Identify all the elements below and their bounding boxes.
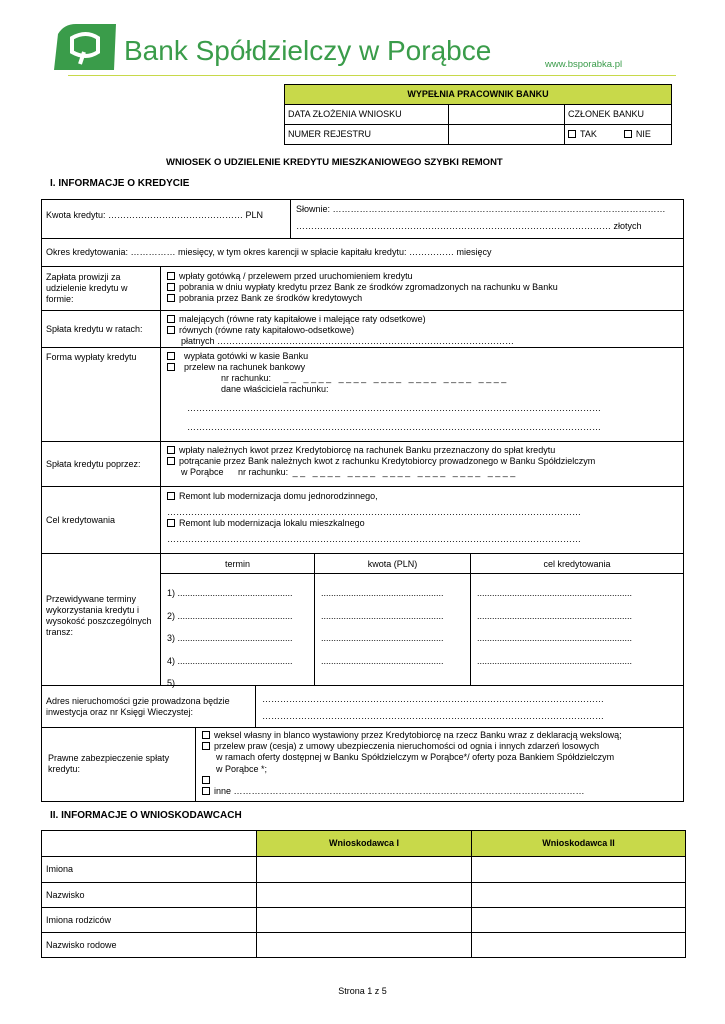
schedule-term-column[interactable] bbox=[160, 573, 315, 686]
member-yes-label: TAK bbox=[580, 129, 597, 139]
repay-option-2: równych (równe raty kapitałowo-odsetkowe) bbox=[179, 325, 355, 335]
amount-cell[interactable] bbox=[41, 199, 291, 239]
row-label-parents-names: Imiona rodziców bbox=[42, 908, 257, 933]
repay-by-option-2-checkbox[interactable] bbox=[167, 457, 175, 465]
payout-options bbox=[160, 347, 684, 442]
applicant-1-parents-names[interactable] bbox=[257, 908, 472, 933]
repay-payable: płatnych ……………………………………………………………………………………… bbox=[181, 336, 515, 346]
schedule-label: Przewidywane terminy wykorzystania kredytu i wysokość poszczególnych transz: bbox=[41, 553, 161, 686]
applicant-1-surname[interactable] bbox=[257, 883, 472, 908]
security-option-2-branch: w Porąbce *; bbox=[216, 763, 268, 774]
register-field[interactable] bbox=[449, 125, 565, 145]
applicants-table bbox=[41, 830, 686, 958]
schedule-header-term: termin bbox=[160, 553, 315, 574]
security-option-1-checkbox[interactable] bbox=[202, 731, 210, 739]
security-option-2-continued: w ramach oferty dostępnej w Banku Spółdzielczym w Porąbce*/ oferty poza Bankiem Spółdzielczym bbox=[216, 752, 615, 763]
account-number-field[interactable]: _ _ _ _ _ _ _ _ _ _ _ _ _ _ _ _ _ _ _ _ _ _ _ _ _ _ bbox=[283, 373, 507, 383]
fee-options bbox=[160, 266, 684, 311]
applicant-2-parents-names[interactable] bbox=[472, 908, 686, 933]
purpose-label: Cel kredytowania bbox=[41, 486, 161, 554]
security-option-1: weksel własny in blanco wystawiony przez Kredytobiorcę na rzecz Banku wraz z deklaracją wekslową; bbox=[214, 730, 622, 740]
repay-option-2-checkbox[interactable] bbox=[167, 326, 175, 334]
schedule-purpose-4[interactable]: .............................................................. bbox=[477, 655, 633, 666]
repay-by-branch: w Porąbce bbox=[181, 467, 224, 477]
repay-by-account-field[interactable]: _ _ _ _ _ _ _ _ _ _ _ _ _ _ _ _ _ _ _ _ _ _ _ _ _ _ bbox=[292, 467, 516, 477]
schedule-amount-4[interactable]: ................................................. bbox=[321, 655, 444, 666]
repay-by-option-2: potrącanie przez Bank należnych kwot z rachunku Kredytobiorcy prowadzonego w Banku Spółdzielczym bbox=[179, 456, 596, 466]
schedule-purpose-3[interactable]: .............................................................. bbox=[477, 633, 633, 643]
schedule-purpose-1[interactable]: .............................................................. bbox=[477, 588, 633, 598]
row-label-maiden-name: Nazwisko rodowe bbox=[42, 933, 257, 958]
purpose-options bbox=[160, 486, 684, 554]
period-text: Okres kredytowania: …………… miesięcy, w tym okres karencji w spłacie kapitału kredytu: …………… miesięcy bbox=[46, 247, 492, 257]
amount-words-cell[interactable] bbox=[290, 199, 684, 239]
purpose-option-1-checkbox[interactable] bbox=[167, 492, 175, 500]
date-field[interactable] bbox=[449, 105, 565, 125]
account-owner-label: dane właściciela rachunku: bbox=[221, 384, 329, 394]
address-field[interactable] bbox=[255, 685, 684, 728]
bank-name: Bank Spółdzielczy w Porąbce bbox=[124, 35, 492, 66]
repay-by-option-1: wpłaty należnych kwot przez Kredytobiorcę na rachunek Banku przeznaczony do spłat kredytu bbox=[179, 445, 556, 455]
security-label: Prawne zabezpieczenie spłaty kredytu: bbox=[41, 727, 196, 802]
form-title: WNIOSEK O UDZIELENIE KREDYTU MIESZKANIOWEGO SZYBKI REMONT bbox=[166, 157, 503, 168]
applicant-1-maiden-name[interactable] bbox=[257, 933, 472, 958]
security-other: inne ……………………………………………………………………………………………………… bbox=[214, 786, 585, 797]
fee-option-3: pobrania przez Bank ze środków kredytowych bbox=[179, 293, 363, 303]
applicant-2-header: Wnioskodawca II bbox=[472, 831, 686, 857]
member-no-checkbox[interactable] bbox=[624, 130, 632, 138]
section2-title: II. INFORMACJE O WNIOSKODAWCACH bbox=[50, 810, 242, 821]
purpose-option-1: Remont lub modernizacja domu jednorodzinnego, bbox=[179, 491, 378, 501]
schedule-amount-2[interactable]: ................................................. bbox=[321, 610, 444, 621]
security-option-3-checkbox[interactable] bbox=[202, 776, 210, 784]
schedule-term-4[interactable]: 4) .............................................. bbox=[167, 655, 293, 666]
page-number: Strona 1 z 5 bbox=[338, 986, 387, 996]
payout-option-2: przelew na rachunek bankowy bbox=[184, 362, 306, 372]
purpose-option-2-checkbox[interactable] bbox=[167, 519, 175, 527]
repay-option-1: malejących (równe raty kapitałowe i malejące raty odsetkowe) bbox=[179, 314, 426, 324]
schedule-amount-5[interactable]: ................................................. bbox=[321, 678, 444, 688]
bank-logo bbox=[54, 24, 118, 70]
register-label: NUMER REJESTRU bbox=[285, 125, 449, 145]
address-label: Adres nieruchomości gzie prowadzona będzie inwestycja oraz nr Księgi Wieczystej: bbox=[41, 685, 256, 728]
date-label: DATA ZŁOŻENIA WNIOSKU bbox=[285, 105, 449, 125]
applicant-1-first-names[interactable] bbox=[257, 857, 472, 883]
row-label-first-names: Imiona bbox=[42, 857, 257, 883]
schedule-header-purpose: cel kredytowania bbox=[470, 553, 684, 574]
account-owner-line-1[interactable]: ………………………………………………………………………………………………………………………… bbox=[187, 403, 601, 413]
amount-words-label: Słownie: ………………………………………………………………………………………………… bbox=[296, 204, 666, 214]
member-label: CZŁONEK BANKU bbox=[565, 105, 672, 125]
applicant-2-first-names[interactable] bbox=[472, 857, 686, 883]
applicant-2-maiden-name[interactable] bbox=[472, 933, 686, 958]
security-option-2-checkbox[interactable] bbox=[202, 742, 210, 750]
row-label-surname: Nazwisko bbox=[42, 883, 257, 908]
fee-option-3-checkbox[interactable] bbox=[167, 294, 175, 302]
repay-by-account-label: nr rachunku: bbox=[238, 467, 289, 477]
fee-label: Zapłata prowizji za udzielenie kredytu w formie: bbox=[41, 266, 161, 311]
schedule-purpose-column[interactable] bbox=[470, 573, 684, 686]
repay-option-1-checkbox[interactable] bbox=[167, 315, 175, 323]
bank-use-table bbox=[284, 84, 672, 145]
schedule-amount-3[interactable]: ................................................. bbox=[321, 633, 444, 643]
security-options bbox=[195, 727, 684, 802]
fee-option-2: pobrania w dniu wypłaty kredytu przez Bank ze środków zgromadzonych na rachunku w Banku bbox=[179, 282, 558, 292]
fee-option-2-checkbox[interactable] bbox=[167, 283, 175, 291]
account-number-label: nr rachunku: bbox=[221, 373, 272, 383]
repay-by-label: Spłata kredytu poprzez: bbox=[41, 441, 161, 487]
schedule-header-amount: kwota (PLN) bbox=[314, 553, 471, 574]
amount-words-line: …………………………………………………………………………………………… złotych bbox=[296, 221, 642, 231]
schedule-amount-1[interactable]: ................................................. bbox=[321, 588, 444, 598]
bank-use-title: WYPEŁNIA PRACOWNIK BANKU bbox=[285, 85, 672, 105]
account-owner-line-2[interactable]: ………………………………………………………………………………………………………………………… bbox=[187, 422, 601, 432]
purpose-line-1[interactable]: ………………………………………………………………………………………………………………………… bbox=[167, 507, 581, 517]
schedule-term-2[interactable]: 2) .............................................. bbox=[167, 610, 293, 621]
applicant-1-header: Wnioskodawca I bbox=[257, 831, 472, 857]
address-line-1[interactable]: …………………………………………………………………………………………………… bbox=[262, 694, 604, 704]
schedule-term-1[interactable]: 1) .............................................. bbox=[167, 588, 293, 598]
purpose-line-2[interactable]: ………………………………………………………………………………………………………………………… bbox=[167, 534, 581, 544]
schedule-purpose-2[interactable]: .............................................................. bbox=[477, 610, 633, 621]
schedule-purpose-5[interactable]: .............................................................. bbox=[477, 678, 633, 688]
address-line-2[interactable]: …………………………………………………………………………………………………… bbox=[262, 711, 604, 721]
member-yes-checkbox[interactable] bbox=[568, 130, 576, 138]
section1-title: I. INFORMACJE O KREDYCIE bbox=[50, 178, 190, 189]
applicants-header-blank bbox=[42, 831, 257, 857]
schedule-term-3[interactable]: 3) .............................................. bbox=[167, 633, 293, 643]
payout-option-2-checkbox[interactable] bbox=[167, 363, 175, 371]
payout-option-1: wypłata gotówki w kasie Banku bbox=[184, 351, 309, 361]
repay-by-option-1-checkbox[interactable] bbox=[167, 446, 175, 454]
period-cell[interactable] bbox=[41, 238, 684, 267]
member-options bbox=[565, 125, 672, 145]
security-other-checkbox[interactable] bbox=[202, 787, 210, 795]
repay-by-options bbox=[160, 441, 684, 487]
payout-label: Forma wypłaty kredytu bbox=[41, 347, 161, 442]
schedule-amount-column[interactable] bbox=[314, 573, 471, 686]
header-divider bbox=[68, 75, 676, 76]
bank-url[interactable]: www.bsporabka.pl bbox=[545, 59, 623, 70]
payout-option-1-checkbox[interactable] bbox=[167, 352, 175, 360]
amount-label: Kwota kredytu: ……………………………………… PLN bbox=[46, 210, 264, 220]
repay-options bbox=[160, 310, 684, 348]
schedule-term-5[interactable]: 5) .............................................. bbox=[167, 678, 293, 688]
member-no-label: NIE bbox=[635, 129, 651, 139]
fee-option-1-checkbox[interactable] bbox=[167, 272, 175, 280]
fee-option-1: wpłaty gotówką / przelewem przed uruchomieniem kredytu bbox=[179, 271, 413, 281]
applicant-2-surname[interactable] bbox=[472, 883, 686, 908]
security-option-2: przelew praw (cesja) z umowy ubezpieczenia nieruchomości od ognia i innych zdarzeń losowych bbox=[214, 741, 600, 752]
purpose-option-2: Remont lub modernizacja lokalu mieszkalnego bbox=[179, 518, 365, 528]
repay-label: Spłata kredytu w ratach: bbox=[41, 310, 161, 348]
